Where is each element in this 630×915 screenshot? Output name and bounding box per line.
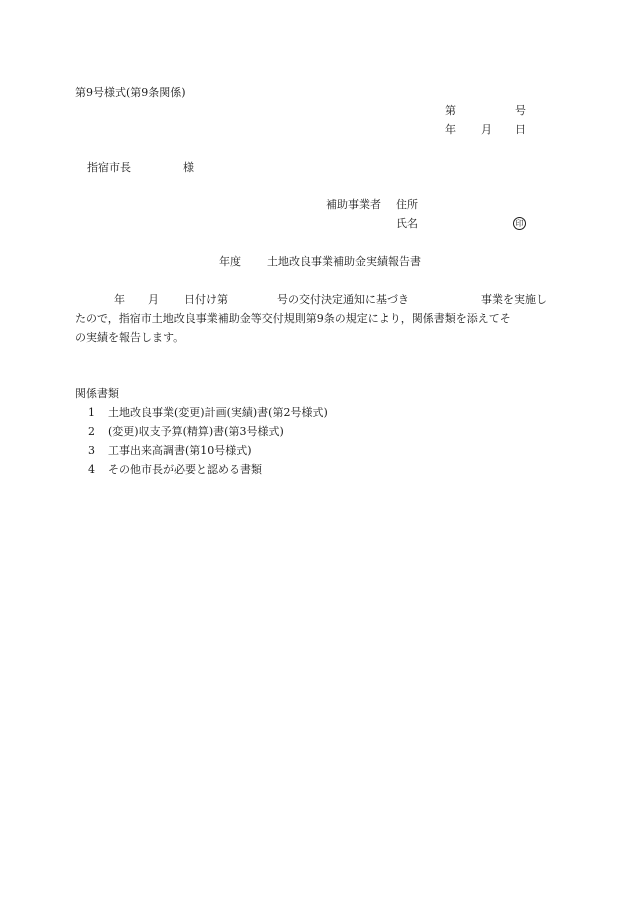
- applicant-name-label: 氏名: [396, 217, 418, 230]
- body-line-3: の実績を報告します。: [75, 331, 185, 344]
- seal-icon: 印: [513, 217, 526, 230]
- body-year: 年: [114, 293, 125, 306]
- body-dated: 日付け第: [184, 293, 228, 306]
- body-tail: 事業を実施し: [481, 293, 547, 306]
- list-item: [88, 407, 328, 418]
- attachments-heading: 関係書類: [75, 387, 119, 400]
- list-item: [88, 445, 252, 456]
- addressee-honorific: 様: [183, 161, 194, 174]
- date-day: 日: [515, 123, 526, 136]
- list-item-text: 土地改良事業(変更)計画(実績)書(第2号様式): [108, 406, 328, 419]
- list-item-number: 2: [88, 425, 95, 438]
- list-item-number: 4: [88, 463, 95, 476]
- addressee-title: 指宿市長: [87, 161, 131, 174]
- list-item-text: 工事出来高調書(第10号様式): [108, 444, 252, 457]
- list-item-number: 3: [88, 444, 95, 457]
- body-line-2: たので，指宿市土地改良事業補助金等交付規則第9条の規定により，関係書類を添えてそ: [75, 312, 511, 325]
- doc-number-suffix: 号: [515, 104, 526, 117]
- list-item-number: 1: [88, 406, 95, 419]
- date-year: 年: [445, 123, 456, 136]
- doc-number-prefix: 第: [445, 104, 456, 117]
- report-title: 土地改良事業補助金実績報告書: [267, 255, 421, 268]
- body-number-ref: 号の交付決定通知に基づき: [277, 293, 409, 306]
- list-item-text: (変更)収支予算(精算)書(第3号様式): [108, 425, 284, 438]
- applicant-address-label: 住所: [396, 198, 418, 211]
- applicant-label: 補助事業者: [326, 198, 381, 211]
- date-month: 月: [481, 123, 492, 136]
- list-item: [88, 464, 262, 475]
- list-item-text: その他市長が必要と認める書類: [108, 463, 262, 476]
- list-item: [88, 426, 284, 437]
- body-month: 月: [148, 293, 159, 306]
- report-year-label: 年度: [219, 255, 241, 268]
- form-number: 第9号様式(第9条関係): [75, 86, 186, 99]
